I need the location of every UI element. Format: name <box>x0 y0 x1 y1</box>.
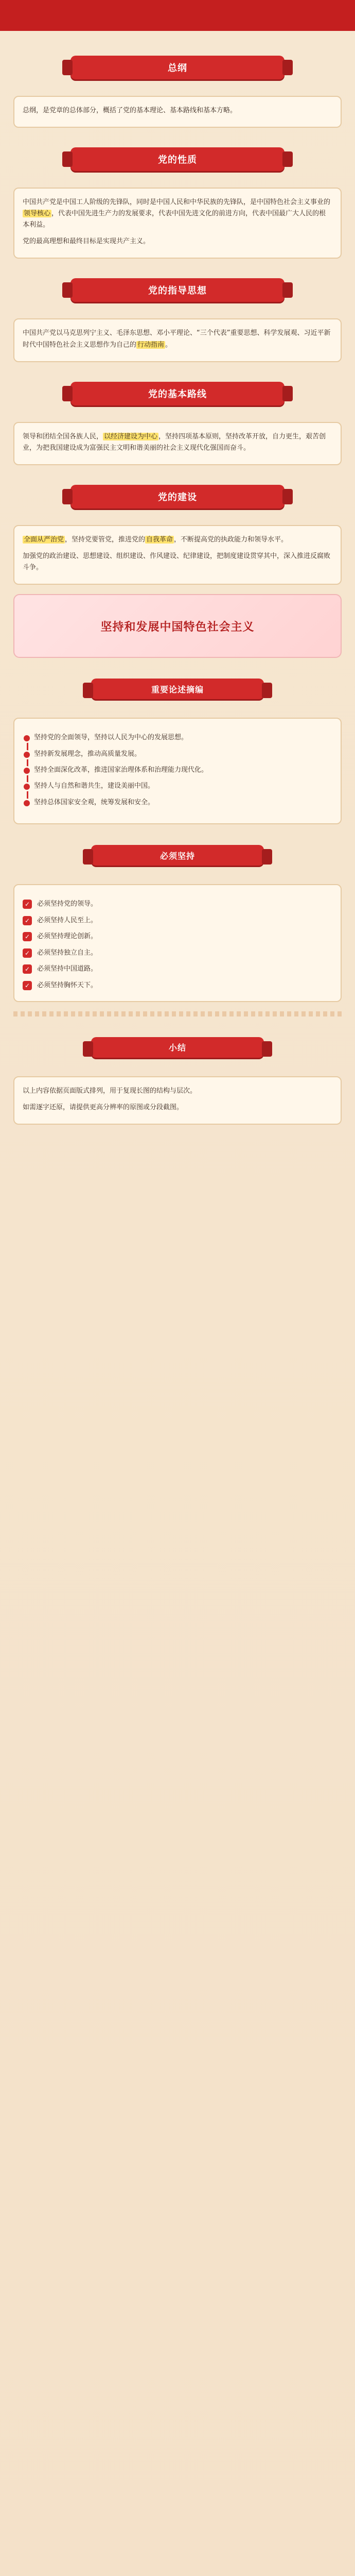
bullet-text: 必须坚持人民至上。 <box>37 916 98 924</box>
banner-text: 坚持和发展中国特色社会主义 <box>100 620 255 633</box>
bullet-item <box>23 899 332 909</box>
bullets-title: 必须坚持 <box>91 845 264 866</box>
timeline-dot <box>24 800 30 806</box>
timeline-dot <box>24 768 30 774</box>
bullet-item <box>23 980 332 991</box>
timeline-item <box>34 732 332 743</box>
check-icon: ✓ <box>23 900 32 909</box>
section-title-wrap <box>13 142 342 178</box>
closing-paragraph: 以上内容依据页面版式排列，用于复现长图的结构与层次。 <box>23 1087 197 1095</box>
top-border <box>0 0 355 31</box>
section-title-wrap <box>13 273 342 309</box>
timeline-text: 坚持党的全面领导，坚持以人民为中心的发展思想。 <box>34 734 188 742</box>
closing-title-wrap <box>13 1031 342 1067</box>
section-paragraph: 党的最高理想和最终目标是实现共产主义。 <box>23 238 150 246</box>
section-paragraph: 全面从严治党 ，坚持党要管党，推进党的 自我革命 ，不断提高党的执政能力和领导水平。 <box>24 535 288 544</box>
check-icon: ✓ <box>23 916 32 925</box>
section-panel <box>13 422 342 465</box>
closing-title: 小结 <box>91 1037 264 1058</box>
timeline-text: 坚持人与自然和谐共生，建设美丽中国。 <box>34 782 155 790</box>
closing-panel <box>13 1076 342 1125</box>
highlight: 行动指南 <box>137 341 165 349</box>
bullet-text: 必须坚持独立自主。 <box>37 948 98 957</box>
content <box>0 36 355 1134</box>
timeline-dot <box>24 735 30 741</box>
timeline-item <box>34 797 332 808</box>
check-icon: ✓ <box>23 948 32 958</box>
section-panel <box>13 188 342 259</box>
bullet-text: 必须坚持理论创新。 <box>37 933 98 941</box>
doc-title-wrap <box>13 50 342 87</box>
timeline-title: 重要论述摘编 <box>91 679 264 699</box>
timeline-panel <box>13 718 342 824</box>
timeline-item <box>34 749 332 759</box>
check-icon: ✓ <box>23 932 32 941</box>
section-title: 党的指导思想 <box>70 278 285 302</box>
bullets <box>23 899 332 991</box>
timeline-title-wrap <box>13 672 342 708</box>
closing-paragraph: 如需逐字还原，请提供更高分辨率的原图或分段截图。 <box>23 1104 184 1112</box>
banner <box>13 594 342 658</box>
highlight: 领导核心 <box>24 210 51 218</box>
section-title: 党的性质 <box>70 147 285 171</box>
check-icon: ✓ <box>23 981 32 990</box>
bullet-item <box>23 931 332 942</box>
section-paragraph: 中国共产党以马克思列宁主义、毛泽东思想、邓小平理论、“三个代表”重要思想、科学发展观、习近平新时代中国特色社会主义思想作为自己的 行动指南 。 <box>23 329 331 349</box>
bullet-text: 必须坚持中国道路。 <box>37 965 98 973</box>
timeline-dot <box>24 784 30 790</box>
highlight: 以经济建设为中心 <box>104 432 158 440</box>
bullets-panel <box>13 884 342 1002</box>
section-title: 党的基本路线 <box>70 382 285 405</box>
check-icon: ✓ <box>23 964 32 974</box>
timeline-item <box>34 781 332 791</box>
timeline-text: 坚持新发展理念，推动高质量发展。 <box>34 750 141 758</box>
section-paragraph: 加强党的政治建设、思想建设、组织建设、作风建设、纪律建设，把制度建设贯穿其中，深入推进反腐败斗争。 <box>23 552 331 572</box>
highlight: 自我革命 <box>146 535 173 544</box>
timeline-text: 坚持全面深化改革，推进国家治理体系和治理能力现代化。 <box>34 766 208 774</box>
highlight: 全面从严治党 <box>24 535 64 544</box>
bullet-item <box>23 915 332 926</box>
section-title: 党的建设 <box>70 485 285 509</box>
sections <box>13 142 342 585</box>
section-title-wrap <box>13 377 342 413</box>
timeline <box>23 732 332 808</box>
section-paragraph: 领导和团结全国各族人民， 以经济建设为中心 ，坚持四项基本原则，坚持改革开放，自力更生，艰苦创业，为把我国建设成为富强民主文明和谐美丽的社会主义现代化强国而奋斗。 <box>23 432 326 452</box>
intro-text: 总纲，是党章的总体部分，概括了党的基本理论、基本路线和基本方略。 <box>23 107 237 114</box>
bullet-item <box>23 963 332 974</box>
section-panel <box>13 525 342 585</box>
bullets-title-wrap <box>13 839 342 875</box>
timeline-text: 坚持总体国家安全观，统筹发展和安全。 <box>34 798 155 806</box>
section-paragraph: 中国共产党是中国工人阶级的先锋队，同时是中国人民和中华民族的先锋队，是中国特色社会主义事业的领导核心 ，代表中国先进生产力的发展要求，代表中国先进文化的前进方向，代表中国最广大人民的根本利益。 <box>23 198 331 229</box>
separator <box>13 1011 342 1016</box>
bullet-text: 必须坚持党的领导。 <box>37 900 98 908</box>
timeline-dot <box>24 752 30 758</box>
section-panel <box>13 318 342 362</box>
intro-panel <box>13 96 342 128</box>
section-title-wrap <box>13 480 342 516</box>
closing <box>23 1086 332 1113</box>
timeline-item <box>34 765 332 775</box>
bullet-item <box>23 947 332 958</box>
bullet-text: 必须坚持胸怀天下。 <box>37 981 98 989</box>
doc-title: 总纲 <box>70 56 285 79</box>
